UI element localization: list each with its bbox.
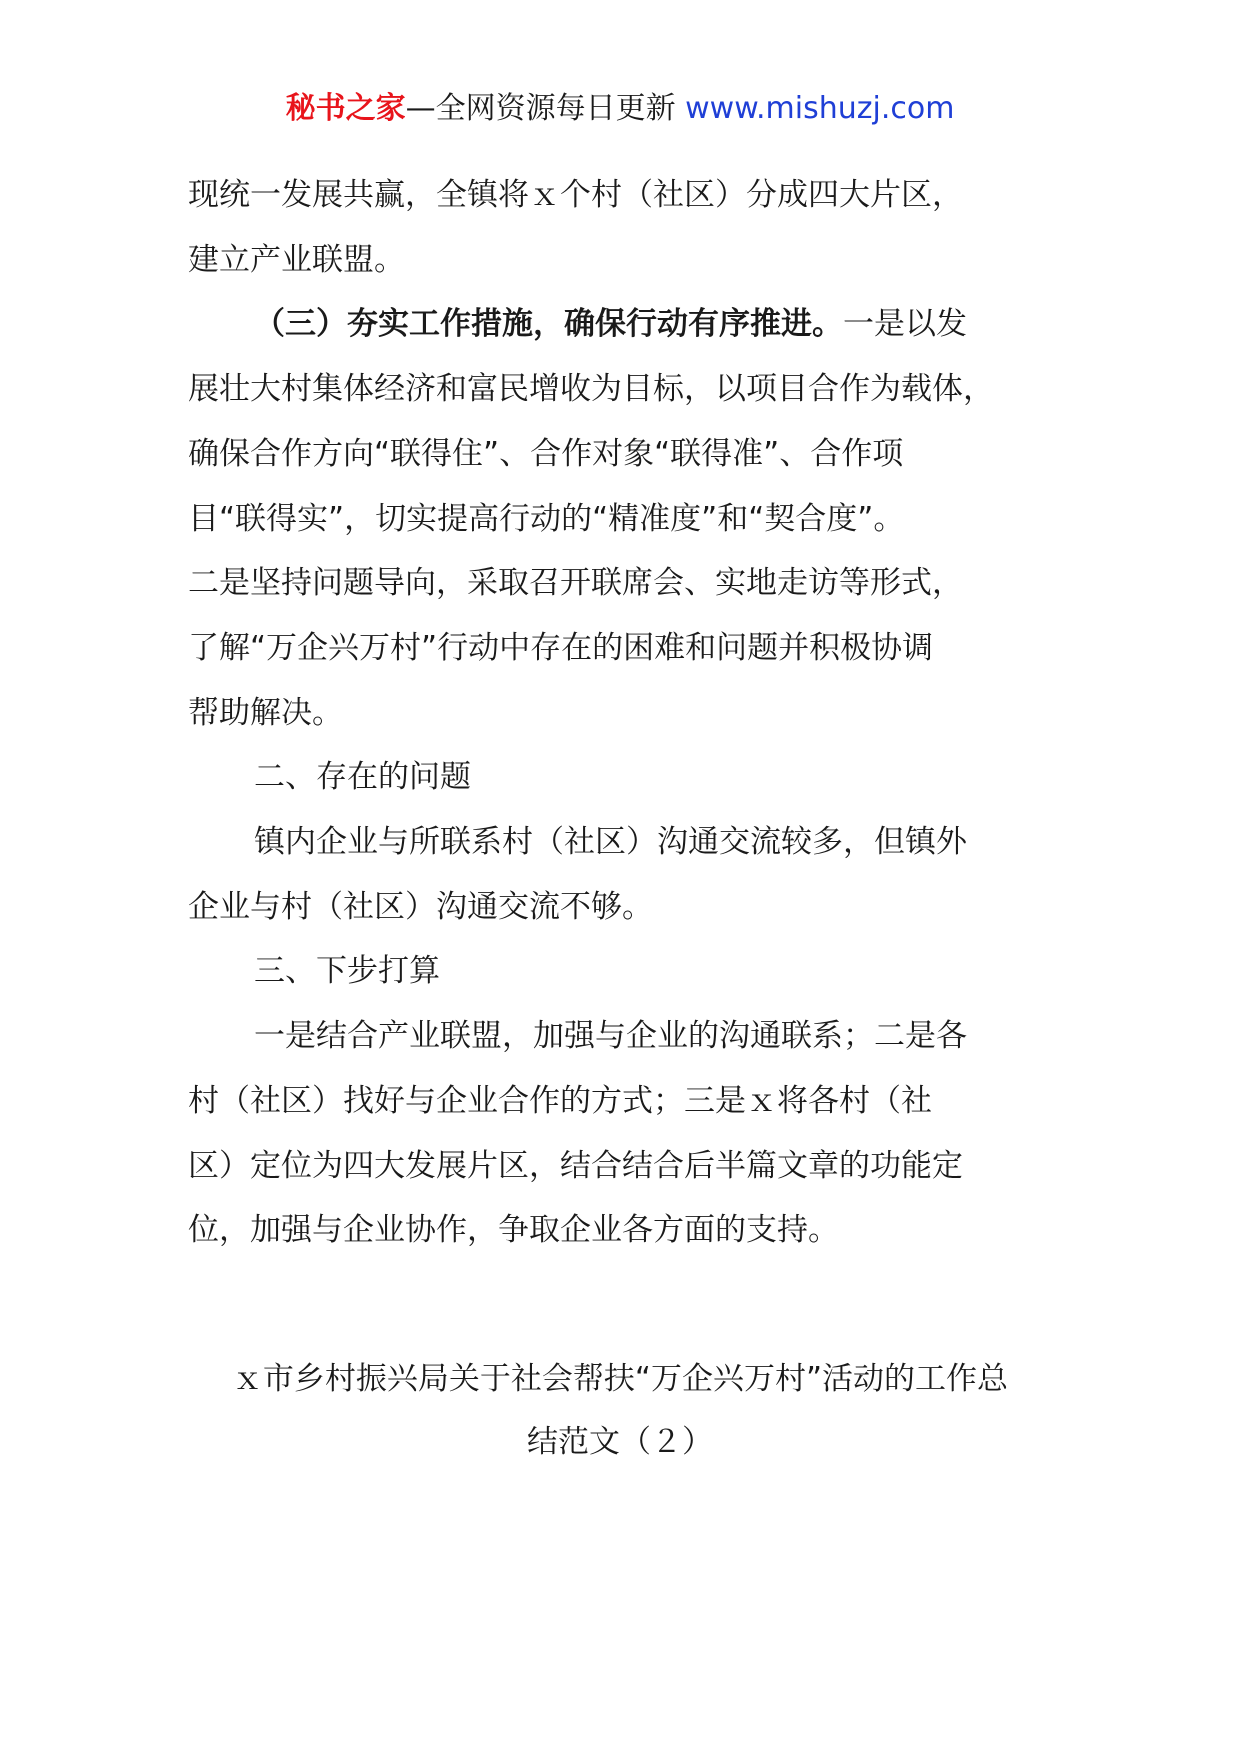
- paragraph-line: 了解“万企兴万村”行动中存在的困难和问题并积极协调: [188, 629, 934, 666]
- paragraph-line: [188, 292, 1068, 357]
- paragraph-line: 建立产业联盟。: [188, 241, 405, 278]
- paragraph-line: 一是结合产业联盟，加强与企业的沟通联系；二是各: [254, 1018, 967, 1055]
- section-heading-bold: （三）夯实工作措施，确保行动有序推进。: [254, 306, 843, 343]
- header-slogan: —全网资源每日更新: [405, 91, 686, 126]
- paragraph-line: 村（社区）找好与企业合作的方式；三是ｘ将各村（社: [188, 1082, 932, 1119]
- section-heading-next-steps: 三、下步打算: [254, 953, 440, 990]
- paragraph-line: 确保合作方向“联得住”、合作对象“联得准”、合作项: [188, 435, 904, 472]
- paragraph-line: 位，加强与企业协作，争取企业各方面的支持。: [188, 1212, 839, 1249]
- brand-name: 秘书之家: [285, 91, 406, 126]
- title-line-2: 结范文（２）: [527, 1424, 713, 1460]
- paragraph-line: 镇内企业与所联系村（社区）沟通交流较多，但镇外: [254, 824, 967, 861]
- paragraph-text: 一是以发: [843, 306, 967, 343]
- title-line-1: ｘ市乡村振兴局关于社会帮扶“万企兴万村”活动的工作总: [231, 1361, 1009, 1397]
- paragraph-line: 展壮大村集体经济和富民增收为目标，以项目合作为载体，: [188, 371, 994, 408]
- next-document-title: [150, 1348, 1090, 1474]
- page-header-banner: [0, 84, 1240, 134]
- document-body: [188, 163, 1068, 1263]
- paragraph-line: 现统一发展共赢，全镇将ｘ个村（社区）分成四大片区，: [188, 177, 963, 213]
- section-heading-problems: 二、存在的问题: [254, 759, 471, 796]
- paragraph-line: 二是坚持问题导向，采取召开联席会、实地走访等形式，: [188, 565, 963, 602]
- paragraph-line: 帮助解决。: [188, 694, 343, 731]
- website-link[interactable]: www.mishuzj.com: [685, 91, 955, 126]
- paragraph-line: 目“联得实”，切实提高行动的“精准度”和“契合度”。: [188, 500, 905, 537]
- paragraph-line: 企业与村（社区）沟通交流不够。: [188, 888, 653, 925]
- paragraph-line: 区）定位为四大发展片区，结合结合后半篇文章的功能定: [188, 1147, 963, 1184]
